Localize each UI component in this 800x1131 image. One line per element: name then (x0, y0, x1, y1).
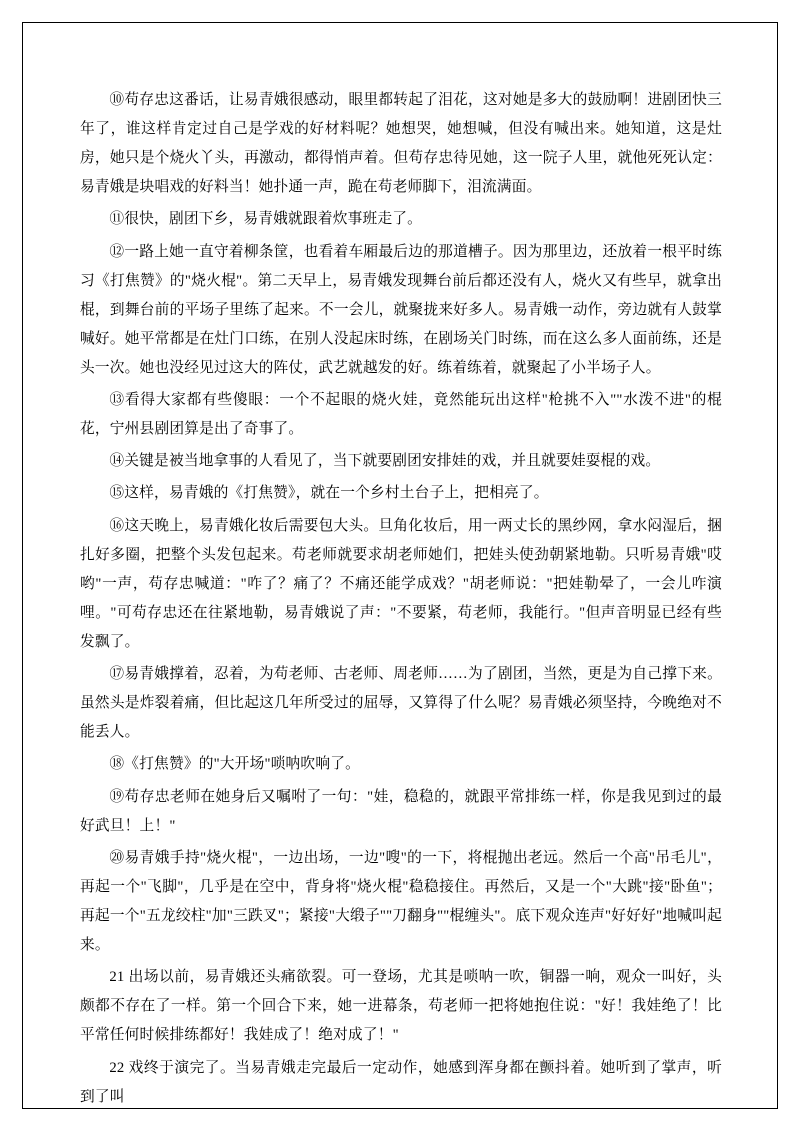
paragraph: ⑪很快，剧团下乡，易青娥就跟着炊事班走了。 (109, 211, 423, 228)
paragraph: 21 出场以前，易青娥还头痛欲裂。可一登场，尤其是唢呐一吹，铜器一响，观众一叫好，头颇都不存在了一样。第一个回合下来，她一进幕条，苟老师一把将她抱住说："好！我娃绝了！比平常任何时候排练都好！我娃成了！绝对成了！" (80, 969, 722, 1044)
paragraph: ⑲苟存忠老师在她身后又嘱咐了一句："娃，稳稳的，就跟平常排练一样，你是我见到过的最好武旦！上！" (80, 788, 722, 834)
paragraph: ⑰易青娥撑着，忍着，为苟老师、古老师、周老师……为了剧团，当然，更是为自己撑下来。虽然头是炸裂着痛，但比起这几年所受过的屈辱，又算得了什么呢？易青娥必须坚持，今晚绝对不能丢人。 (80, 666, 722, 741)
document-body (80, 86, 722, 1115)
paragraph: ⑩苟存忠这番话，让易青娥很感动，眼里都转起了泪花，这对她是多大的鼓励啊！进剧团快三年了，谁这样肯定过自己是学戏的好材料呢？她想哭，她想喊，但没有喊出来。她知道，这是灶房，她只是个烧火丫头，再激动，都得悄声着。但苟存忠待见她，这一院子人里，就他死死认定：易青娥是块唱戏的好料当！她扑通一声，跪在苟老师脚下，泪流满面。 (80, 92, 722, 196)
paragraph: ⑫一路上她一直守着柳条筐，也看着车厢最后边的那道槽子。因为那里边，还放着一根平时练习《打焦赞》的"烧火棍"。第二天早上，易青娥发现舞台前后都还没有人，烧火又有些早，就拿出棍，到舞台前的平场子里练了起来。不一会儿，就聚拢来好多人。易青娥一动作，旁边就有人鼓掌喊好。她平常都是在灶门口练，在别人没起床时练，在剧场关门时练，而在这么多人面前练，还是头一次。她也没经见过这大的阵仗，武艺就越发的好。练着练着，就聚起了小半场子人。 (80, 243, 722, 376)
paragraph: ⑭关键是被当地拿事的人看见了，当下就要剧团安排娃的戏，并且就要娃耍棍的戏。 (109, 453, 661, 470)
paragraph: ⑳易青娥手持"烧火棍"，一边出场，一边"嗖"的一下，将棍抛出老远。然后一个高"吊毛儿"，再起一个"飞脚"，几乎是在空中，背身将"烧火棍"稳稳接住。再然后，又是一个"大跳"接"卧鱼"；再起一个"五龙绞柱"加"三跌叉"；紧接"大缎子""刀翻身""棍缠头"。底下观众连声"好好好"地喊叫起来。 (80, 849, 722, 954)
paragraph: ⑱《打焦赞》的"大开场"唢呐吹响了。 (109, 756, 360, 773)
paragraph: ⑯这天晚上，易青娥化妆后需要包大头。旦角化妆后，用一两丈长的黑纱网，拿水闷湿后，捆扎好多圈，把整个头发包起来。苟老师就要求胡老师她们，把娃头使劲朝紧地勒。只听易青娥"哎哟"一声，苟存忠喊道："咋了？痛了？不痛还能学成戏？"胡老师说："把娃勒晕了，一会儿咋演哩。"可苟存忠还在往紧地勒，易青娥说了声："不要紧，苟老师，我能行。"但声音明显已经有些发飘了。 (80, 517, 722, 650)
paragraph: ⑬看得大家都有些傻眼：一个不起眼的烧火娃，竟然能玩出这样"枪挑不入""水泼不进"的棍花，宁州县剧团算是出了奇事了。 (80, 392, 722, 438)
paragraph: 22 戏终于演完了。当易青娥走完最后一定动作，她感到浑身都在颤抖着。她听到了掌声，听到了叫 (80, 1059, 722, 1105)
paragraph: ⑮这样，易青娥的《打焦赞》，就在一个乡村土台子上，把相亮了。 (109, 485, 549, 502)
